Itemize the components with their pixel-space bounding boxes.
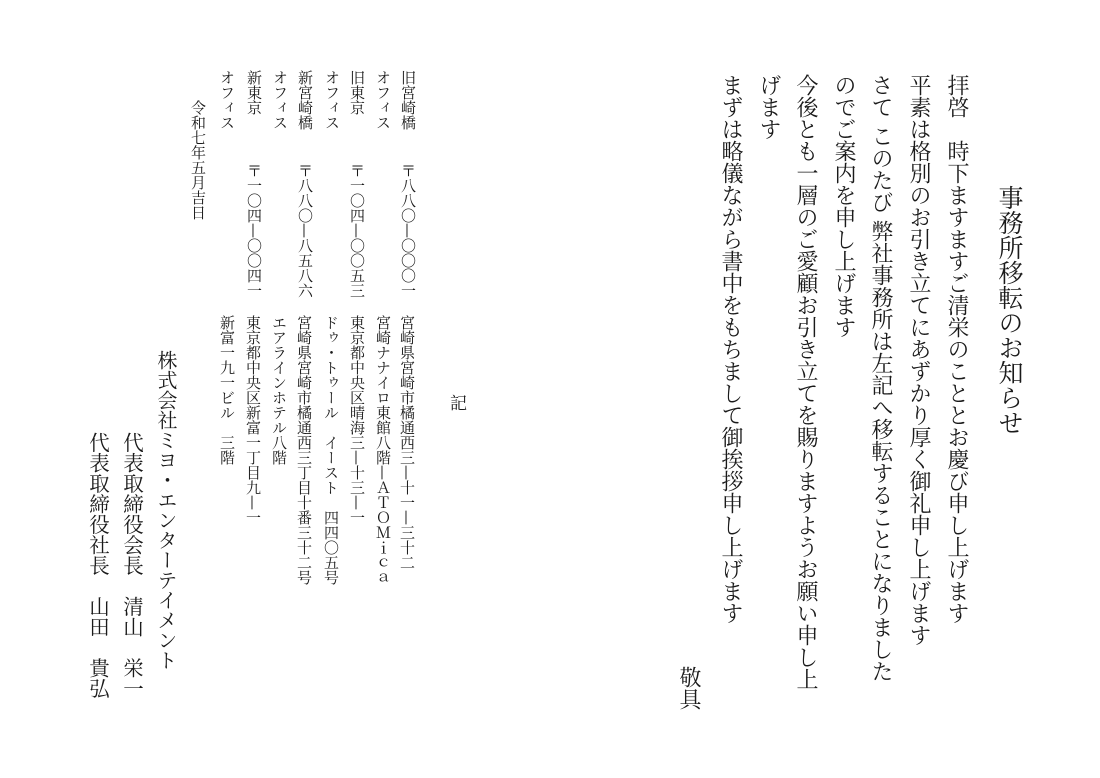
closing-keigu: 敬具: [676, 666, 701, 710]
signatory-president: 代表取締役社長 山田 貴弘: [85, 432, 110, 699]
office-address: 宮崎県宮崎市橘通西三丁目十番三十二号: [295, 315, 313, 585]
office-address: 東京都中央区新富一丁目九—一: [244, 315, 262, 525]
company-name: 株式会社ミヨ・エンターテイメント: [154, 350, 178, 670]
body-line: 拝啓 時下ますますご清栄のこととお慶び申し上げます: [944, 74, 969, 624]
body-line: まずは略儀ながら書中をもちまして御挨拶申し上げます: [718, 74, 743, 624]
office-label: 旧宮崎橋: [399, 70, 417, 130]
office-address: 宮崎県宮崎市橘通西三—十一—三十二: [398, 315, 416, 570]
body-line: のでご案内を申し上げます: [831, 74, 856, 338]
office-address: ドゥ・トゥール イースト 四四〇五号: [322, 315, 340, 585]
office-address: 東京都中央区晴海三—十三—一: [348, 315, 366, 525]
office-postal-code: 〒八八〇—〇〇〇一: [399, 163, 417, 298]
office-postal-code: 〒八八〇—八五八六: [296, 163, 314, 298]
body-line: 今後とも一層のご愛顧お引き立てを賜りますようお願い申し上: [793, 74, 818, 690]
office-label: 旧東京: [348, 70, 366, 115]
signatory-chairman: 代表取締役会長 清山 栄一: [119, 432, 144, 699]
office-label: 新東京: [245, 70, 263, 115]
ki-heading: 記: [446, 394, 466, 411]
body-line: 平素は格別のお引き立てにあずかり厚く御礼申し上げます: [906, 74, 931, 646]
office-label: 新宮崎橋: [296, 70, 314, 130]
office-label: オフィス: [218, 70, 236, 130]
office-label: オフィス: [374, 70, 392, 130]
office-label: オフィス: [323, 70, 341, 130]
office-label: オフィス: [271, 70, 289, 130]
office-postal-code: 〒一〇四—〇〇五三: [348, 163, 366, 298]
office-address: 新富一九一ビル 三階: [218, 315, 236, 465]
office-address: エアラインホテル八階: [270, 315, 288, 465]
document-title: 事務所移転のお知らせ: [995, 185, 1024, 435]
body-line: さて このたび 弊社事務所は左記へ移転することになりました: [868, 74, 893, 682]
issue-date: 令和七年五月吉日: [189, 100, 207, 220]
body-line: げます: [756, 74, 781, 140]
office-address: 宮崎ナナイロ東館八階—ＡＴＯＭｉｃａ: [374, 315, 392, 585]
office-postal-code: 〒一〇四—〇〇四一: [245, 163, 263, 298]
